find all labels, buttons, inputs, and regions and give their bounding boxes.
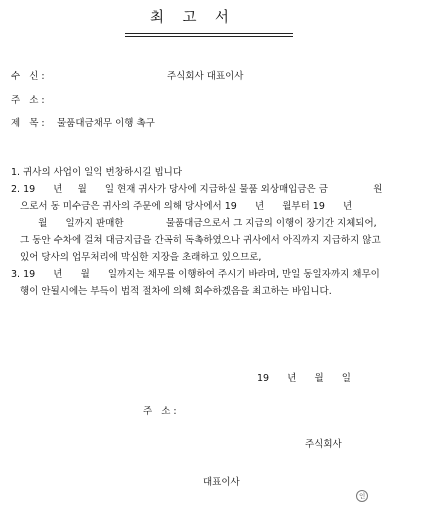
document-title: 최 고 서 xyxy=(150,10,229,26)
recipient-label: 수 신 : xyxy=(11,71,45,82)
body-line-6: 있어 당사의 업무처리에 막심한 지장을 초래하고 있으므로, xyxy=(11,252,262,263)
date-line: 19 년 월 일 xyxy=(257,373,351,384)
body-line-4: 월 일까지 판매한 물품대금으로서 그 지급의 이행이 장기간 지체되어, xyxy=(11,218,377,229)
body-line-2: 2. 19 년 월 일 현재 귀사가 당사에 지급하실 물품 외상매입금은 금 원 xyxy=(11,184,383,195)
sender-company: 주식회사 xyxy=(305,439,342,450)
body-line-7: 3. 19 년 월 일까지는 채무를 이행하여 주시기 바라며, 만일 동일자까지 채무이 xyxy=(11,269,380,280)
body-line-8: 행이 안될시에는 부득이 법적 절차에 의해 회수하겠음을 최고하는 바입니다. xyxy=(11,286,332,297)
title-underline-bottom xyxy=(125,36,293,37)
sender-address-label: 주 소 : xyxy=(143,406,177,417)
address-label: 주 소 : xyxy=(11,95,45,106)
subject-value: 물품대금채무 이행 촉구 xyxy=(57,118,155,129)
seal-stamp: 인 xyxy=(356,490,368,502)
sender-ceo-label: 대표이사 xyxy=(203,477,240,488)
recipient-value: 주식회사 대표이사 xyxy=(167,71,244,82)
body-line-3: 으로서 동 미수금은 귀사의 주문에 의해 당사에서 19 년 월부터 19 년 xyxy=(11,201,353,212)
body-line-5: 그 동안 수차에 걸쳐 대금지급을 간곡히 독촉하였으나 귀사에서 아직까지 지급하지 않고 xyxy=(11,235,381,246)
body-line-1: 1. 귀사의 사업이 일익 번창하시길 빕니다 xyxy=(11,167,182,178)
subject-label: 제 목 : xyxy=(11,118,45,129)
title-underline-top xyxy=(125,33,293,34)
